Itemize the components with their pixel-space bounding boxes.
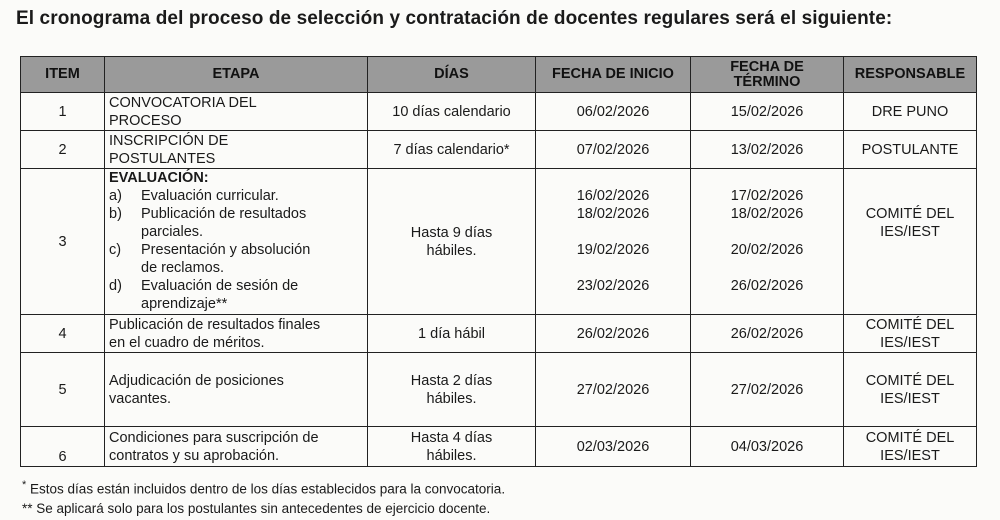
- footnote-text: Se aplicará solo para los postulantes sin antecedentes de ejercicio docente.: [32, 500, 491, 516]
- responsable-line: IES/IEST: [880, 224, 940, 240]
- header-etapa: ETAPA: [105, 57, 368, 93]
- table-row: [21, 131, 977, 169]
- table-row: [21, 353, 977, 427]
- fecha-termino-cell: 27/02/2026: [691, 353, 844, 427]
- etapa-cell: [105, 315, 368, 353]
- header-dias: DÍAS: [368, 57, 536, 93]
- item-number: 2: [21, 131, 105, 169]
- responsable-line: COMITÉ DEL: [865, 316, 955, 333]
- date-value: 20/02/2026: [730, 242, 804, 258]
- responsable-line: COMITÉ DEL: [865, 206, 955, 222]
- footnotes: [22, 476, 505, 518]
- evaluacion-title: EVALUACIÓN:: [109, 170, 209, 186]
- date-value: 18/02/2026: [730, 206, 804, 222]
- fecha-inicio-cell: 27/02/2026: [536, 353, 691, 427]
- dias-cell: [368, 427, 536, 467]
- sub-item: [109, 277, 363, 313]
- etapa-line: POSTULANTES: [109, 150, 216, 167]
- responsable-line: COMITÉ DEL: [865, 429, 955, 446]
- date-value: 19/02/2026: [576, 242, 650, 258]
- etapa-line: CONVOCATORIA DEL: [109, 94, 257, 111]
- etapa-line: Adjudicación de posiciones: [109, 372, 284, 389]
- date-value: 18/02/2026: [576, 206, 650, 222]
- responsable-line: COMITÉ DEL: [865, 372, 955, 389]
- fecha-inicio-cell: 26/02/2026: [536, 315, 691, 353]
- table-row: [21, 427, 977, 467]
- sub-item-text: [141, 241, 363, 277]
- responsable-line: IES/IEST: [880, 334, 940, 351]
- etapa-line: Publicación de resultados finales: [109, 316, 321, 333]
- sub-item: [109, 187, 363, 205]
- fecha-inicio-cell: 07/02/2026: [536, 131, 691, 169]
- sub-item-letter: a): [109, 188, 122, 204]
- fecha-termino-cell: 04/03/2026: [691, 427, 844, 467]
- responsable-cell: DRE PUNO: [844, 93, 977, 131]
- sub-item-line: Evaluación de sesión de: [141, 278, 299, 294]
- header-item: ITEM: [21, 57, 105, 93]
- dias-line: hábiles.: [426, 242, 477, 259]
- footnote: [22, 499, 505, 518]
- etapa-line: INSCRIPCIÓN DE: [109, 132, 229, 149]
- dias-cell: [368, 353, 536, 427]
- header-fecha-inicio: FECHA DE INICIO: [536, 57, 691, 93]
- date-value: 23/02/2026: [576, 278, 650, 294]
- etapa-cell: [105, 427, 368, 467]
- sub-item-text: [141, 277, 363, 313]
- sub-item-line: Publicación de resultados: [141, 206, 307, 222]
- item-number: 1: [21, 93, 105, 131]
- item-number: 6: [21, 427, 105, 467]
- table-row: [21, 169, 977, 315]
- sub-item: [109, 205, 363, 241]
- etapa-line: contratos y su aprobación.: [109, 447, 280, 464]
- etapa-line: vacantes.: [109, 390, 172, 407]
- dias-line: Hasta 2 días: [410, 372, 493, 389]
- responsable-line: IES/IEST: [880, 390, 940, 407]
- sub-item-text: [141, 187, 363, 205]
- dias-cell: 1 día hábil: [368, 315, 536, 353]
- dias-cell: [368, 169, 536, 315]
- dias-line: Hasta 4 días: [410, 429, 493, 446]
- dias-line: hábiles.: [426, 447, 477, 464]
- sub-item-line: Evaluación curricular.: [141, 188, 279, 204]
- date-value: 16/02/2026: [576, 188, 650, 204]
- fecha-termino-cell: 26/02/2026: [691, 315, 844, 353]
- sub-item-line: parciales.: [141, 224, 204, 240]
- footnote-text: Estos días están incluidos dentro de los días establecidos para la convocatoria.: [26, 481, 506, 497]
- responsable-cell: [844, 169, 977, 315]
- fecha-termino-cell: 15/02/2026: [691, 93, 844, 131]
- sub-item-line: Presentación y absolución: [141, 242, 311, 258]
- etapa-cell: [105, 353, 368, 427]
- item-number: 3: [21, 169, 105, 315]
- footnote: [22, 476, 505, 499]
- table-row: [21, 315, 977, 353]
- date-value: 26/02/2026: [730, 278, 804, 294]
- etapa-cell: [105, 169, 368, 315]
- date-spacer: [695, 259, 839, 277]
- fecha-inicio-cell: [536, 169, 691, 315]
- header-responsable: RESPONSABLE: [844, 57, 977, 93]
- dias-cell: 10 días calendario: [368, 93, 536, 131]
- footnote-mark: *: [22, 479, 27, 491]
- sub-item-letter: b): [109, 206, 122, 222]
- responsable-cell: POSTULANTE: [844, 131, 977, 169]
- table-row: [21, 93, 977, 131]
- table-header-row: [21, 57, 977, 93]
- date-spacer: [540, 259, 686, 277]
- fecha-inicio-cell: 06/02/2026: [536, 93, 691, 131]
- fecha-inicio-cell: 02/03/2026: [536, 427, 691, 467]
- sub-item-text: [141, 205, 363, 241]
- footnote-mark: **: [22, 500, 33, 516]
- sub-item-letter: d): [109, 278, 122, 294]
- responsable-cell: [844, 353, 977, 427]
- responsable-line: IES/IEST: [880, 447, 940, 464]
- date-spacer: [695, 223, 839, 241]
- page-title: El cronograma del proceso de selección y contratación de docentes regulares será el siguiente:: [16, 8, 893, 29]
- sub-item-letter: c): [109, 242, 122, 258]
- date-spacer: [540, 223, 686, 241]
- etapa-line: PROCESO: [109, 112, 182, 129]
- dias-line: Hasta 9 días: [410, 224, 493, 241]
- date-value: 17/02/2026: [730, 188, 804, 204]
- schedule-table: [20, 56, 977, 467]
- dias-cell: 7 días calendario*: [368, 131, 536, 169]
- item-number: 5: [21, 353, 105, 427]
- etapa-line: Condiciones para suscripción de: [109, 429, 319, 446]
- etapa-cell: [105, 93, 368, 131]
- fecha-termino-cell: [691, 169, 844, 315]
- responsable-cell: [844, 427, 977, 467]
- etapa-cell: [105, 131, 368, 169]
- etapa-line: en el cuadro de méritos.: [109, 334, 265, 351]
- header-fecha-termino: FECHA DE TÉRMINO: [691, 57, 844, 93]
- fecha-termino-cell: 13/02/2026: [691, 131, 844, 169]
- sub-item-line: de reclamos.: [141, 260, 225, 276]
- sub-item: [109, 241, 363, 277]
- responsable-cell: [844, 315, 977, 353]
- item-number: 4: [21, 315, 105, 353]
- dias-line: hábiles.: [426, 390, 477, 407]
- sub-item-line: aprendizaje**: [141, 296, 228, 312]
